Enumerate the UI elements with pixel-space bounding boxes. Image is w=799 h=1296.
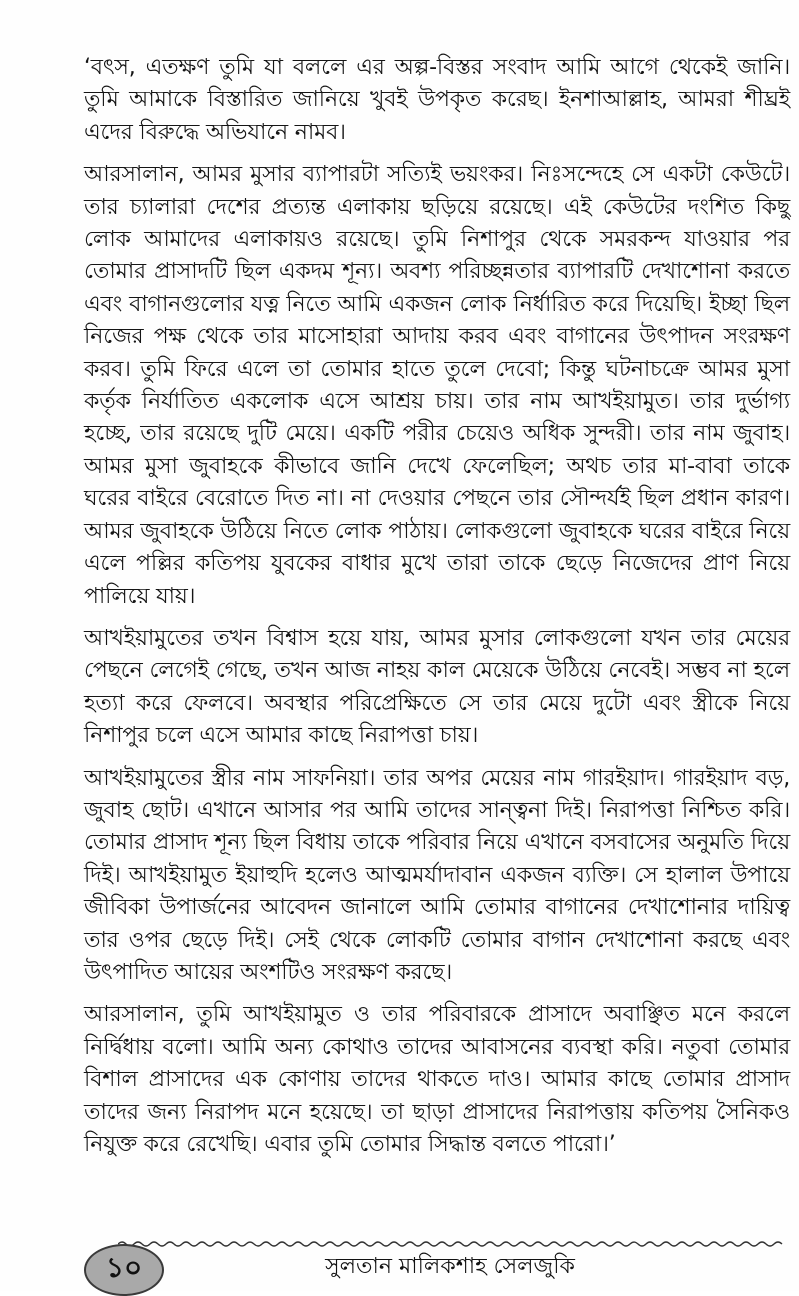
- page-number: ১০: [105, 1251, 143, 1284]
- body-text: [84, 52, 790, 1171]
- paragraph-4: আখইয়ামুতের স্ত্রীর নাম সাফনিয়া। তার অপর মেয়ের নাম গারইয়াদ। গারইয়াদ বড়, জুবাহ ছোট। এখানে আসার পর আমি তাদের সান্ত্বনা দিই। নিরাপত্তা নিশ্চিত করি। তোমার প্রাসাদ শূন্য ছিল বিধায় তাকে পরিবার নিয়ে এখানে বসবাসের অনুমতি দিয়ে দিই। আখইয়ামুত ইয়াহুদি হলেও আত্মমর্যাদাবান একজন ব্যক্তি। সে হালাল উপায়ে জীবিকা উপার্জনের আবেদন জানালে আমি তোমার বাগানের দেখাশোনার দায়িত্ব তার ওপর ছেড়ে দিই। সেই থেকে লোকটি তোমার বাগান দেখাশোনা করছে এবং উৎপাদিত আয়ের অংশটিও সংরক্ষণ করছে।: [84, 765, 790, 985]
- page-number-badge: [84, 1244, 164, 1296]
- paragraph-1: ‘বৎস, এতক্ষণ তুমি যা বললে এর অল্প-বিস্তর সংবাদ আমি আগে থেকেই জানি। তুমি আমাকে বিস্তারিত জানিয়ে খুবই উপকৃত করেছ। ইনশাআল্লাহ, আমরা শীঘ্রই এদের বিরুদ্ধে অভিযানে নামব।: [84, 55, 790, 145]
- paragraph-2: আরসালান, আমর মুসার ব্যাপারটা সত্যিই ভয়ংকর। নিঃসন্দেহে সে একটা কেউটে। তার চ্যালারা দেশের প্রত্যন্ত এলাকায় ছড়িয়ে রয়েছে। এই কেউটের দংশিত কিছু লোক আমাদের এলাকায়ও রয়েছে। তুমি নিশাপুর থেকে সমরকন্দ যাওয়ার পর তোমার প্রাসাদটি ছিল একদম শূন্য। অবশ্য পরিচ্ছন্নতার ব্যাপারটি দেখাশোনা করতে এবং বাগানগুলোর যত্ন নিতে আমি একজন লোক নির্ধারিত করে দিয়েছি। ইচ্ছা ছিল নিজের পক্ষ থেকে তার মাসোহারা আদায় করব এবং বাগানের উৎপাদন সংরক্ষণ করব। তুমি ফিরে এলে তা তোমার হাতে তুলে দেবো; কিন্তু ঘটনাচক্রে আমর মুসা কর্তৃক নির্যাতিত একলোক এসে আশ্রয় চায়। তার নাম আখইয়ামুত। তার দুর্ভাগ্য হচ্ছে, তার রয়েছে দুটি মেয়ে। একটি পরীর চেয়েও অধিক সুন্দরী। তার নাম জুবাহ। আমর মুসা জুবাহকে কীভাবে জানি দেখে ফেলেছিল; অথচ তার মা-বাবা তাকে ঘরের বাইরে বেরোতে দিত না। না দেওয়ার পেছনে তার সৌন্দর্যই ছিল প্রধান কারণ। আমর জুবাহকে উঠিয়ে নিতে লোক পাঠায়। লোকগুলো জুবাহকে ঘরের বাইরে নিয়ে এলে পল্লির কতিপয় যুবকের বাধার মুখে তারা তাকে ছেড়ে নিজেদের প্রাণ নিয়ে পালিয়ে যায়।: [84, 162, 790, 609]
- running-footer-title: সুলতান মালিকশাহ সেলজুকি: [325, 1254, 575, 1279]
- paragraph-5: আরসালান, তুমি আখইয়ামুত ও তার পরিবারকে প্রাসাদে অবাঞ্ছিত মনে করলে নির্দ্বিধায় বলো। আমি অন্য কোথাও তাদের আবাসনের ব্যবস্থা করি। নতুবা তোমার বিশাল প্রাসাদের এক কোণায় তাদের থাকতে দাও। আমার কাছে তোমার প্রাসাদ তাদের জন্য নিরাপদ মনে হয়েছে। তা ছাড়া প্রাসাদের নিরাপত্তায় কতিপয় সৈনিকও নিযুক্ত করে রেখেছি। এবার তুমি তোমার সিদ্ধান্ত বলতে পারো।’: [84, 1002, 790, 1157]
- footer-wavy-rule: [118, 1240, 786, 1248]
- paragraph-3: আখইয়ামুতের তখন বিশ্বাস হয়ে যায়, আমর মুসার লোকগুলো যখন তার মেয়ের পেছনে লেগেই গেছে, তখন আজ নাহয় কাল মেয়েকে উঠিয়ে নেবেই। সম্ভব না হলে হত্যা করে ফেলবে। অবস্থার পরিপ্রেক্ষিতে সে তার মেয়ে দুটো এবং স্ত্রীকে নিয়ে নিশাপুর চলে এসে আমার কাছে নিরাপত্তা চায়।: [84, 625, 790, 749]
